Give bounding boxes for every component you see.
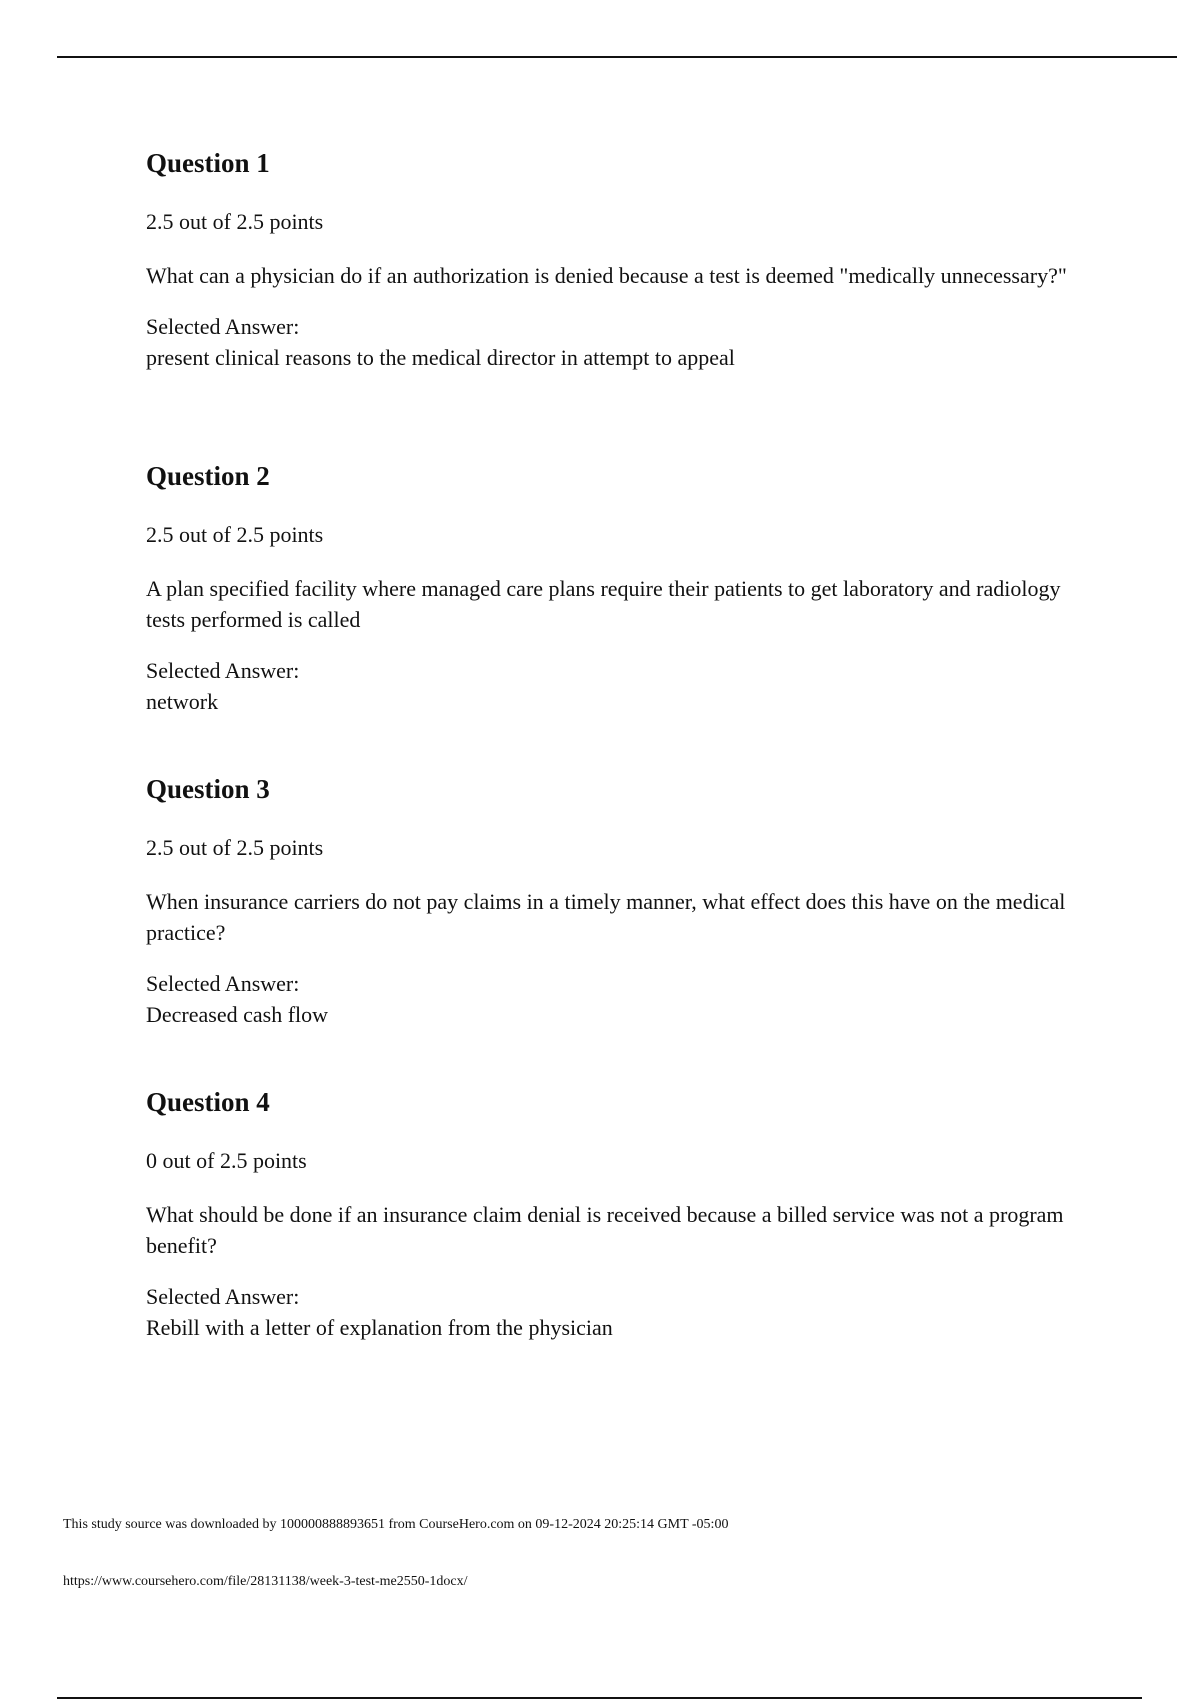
question-points: 2.5 out of 2.5 points bbox=[146, 209, 324, 234]
top-divider bbox=[57, 56, 1177, 58]
question-points: 2.5 out of 2.5 points bbox=[146, 522, 324, 547]
selected-answer-label: Selected Answer: bbox=[146, 1284, 300, 1309]
selected-answer-label: Selected Answer: bbox=[146, 971, 300, 996]
selected-answer: network bbox=[146, 689, 219, 714]
question-title: Question 2 bbox=[146, 461, 270, 491]
question-text: When insurance carriers do not pay claims in a timely manner, what effect does this have on the medical practice? bbox=[146, 889, 1066, 945]
question-text: A plan specified facility where managed care plans require their patients to get laboratory and radiology tests performed is called bbox=[146, 576, 1061, 632]
selected-answer: present clinical reasons to the medical director in attempt to appeal bbox=[146, 345, 735, 370]
question-4 bbox=[146, 1085, 1096, 1398]
question-title: Question 3 bbox=[146, 774, 270, 804]
question-title: Question 1 bbox=[146, 148, 270, 178]
question-1 bbox=[146, 146, 1096, 459]
selected-answer-label: Selected Answer: bbox=[146, 658, 300, 683]
question-points: 0 out of 2.5 points bbox=[146, 1148, 307, 1173]
question-title: Question 4 bbox=[146, 1087, 270, 1117]
selected-answer: Decreased cash flow bbox=[146, 1002, 329, 1027]
question-points: 2.5 out of 2.5 points bbox=[146, 835, 324, 860]
selected-answer-label: Selected Answer: bbox=[146, 314, 300, 339]
question-text: What should be done if an insurance claim denial is received because a billed service was not a program benefit? bbox=[146, 1202, 1064, 1258]
selected-answer: Rebill with a letter of explanation from the physician bbox=[146, 1315, 613, 1340]
question-2 bbox=[146, 459, 1096, 772]
source-url: https://www.coursehero.com/file/28131138/week-3-test-me2550-1docx/ bbox=[63, 1574, 468, 1589]
question-3 bbox=[146, 772, 1096, 1085]
question-text: What can a physician do if an authorization is denied because a test is deemed "medically unnecessary?" bbox=[146, 263, 1067, 288]
download-source-note: This study source was downloaded by 100000888893651 from CourseHero.com on 09-12-2024 20:25:14 GMT -05:00 bbox=[63, 1517, 729, 1532]
bottom-divider bbox=[57, 1697, 1142, 1699]
questions-list bbox=[146, 146, 1096, 1398]
